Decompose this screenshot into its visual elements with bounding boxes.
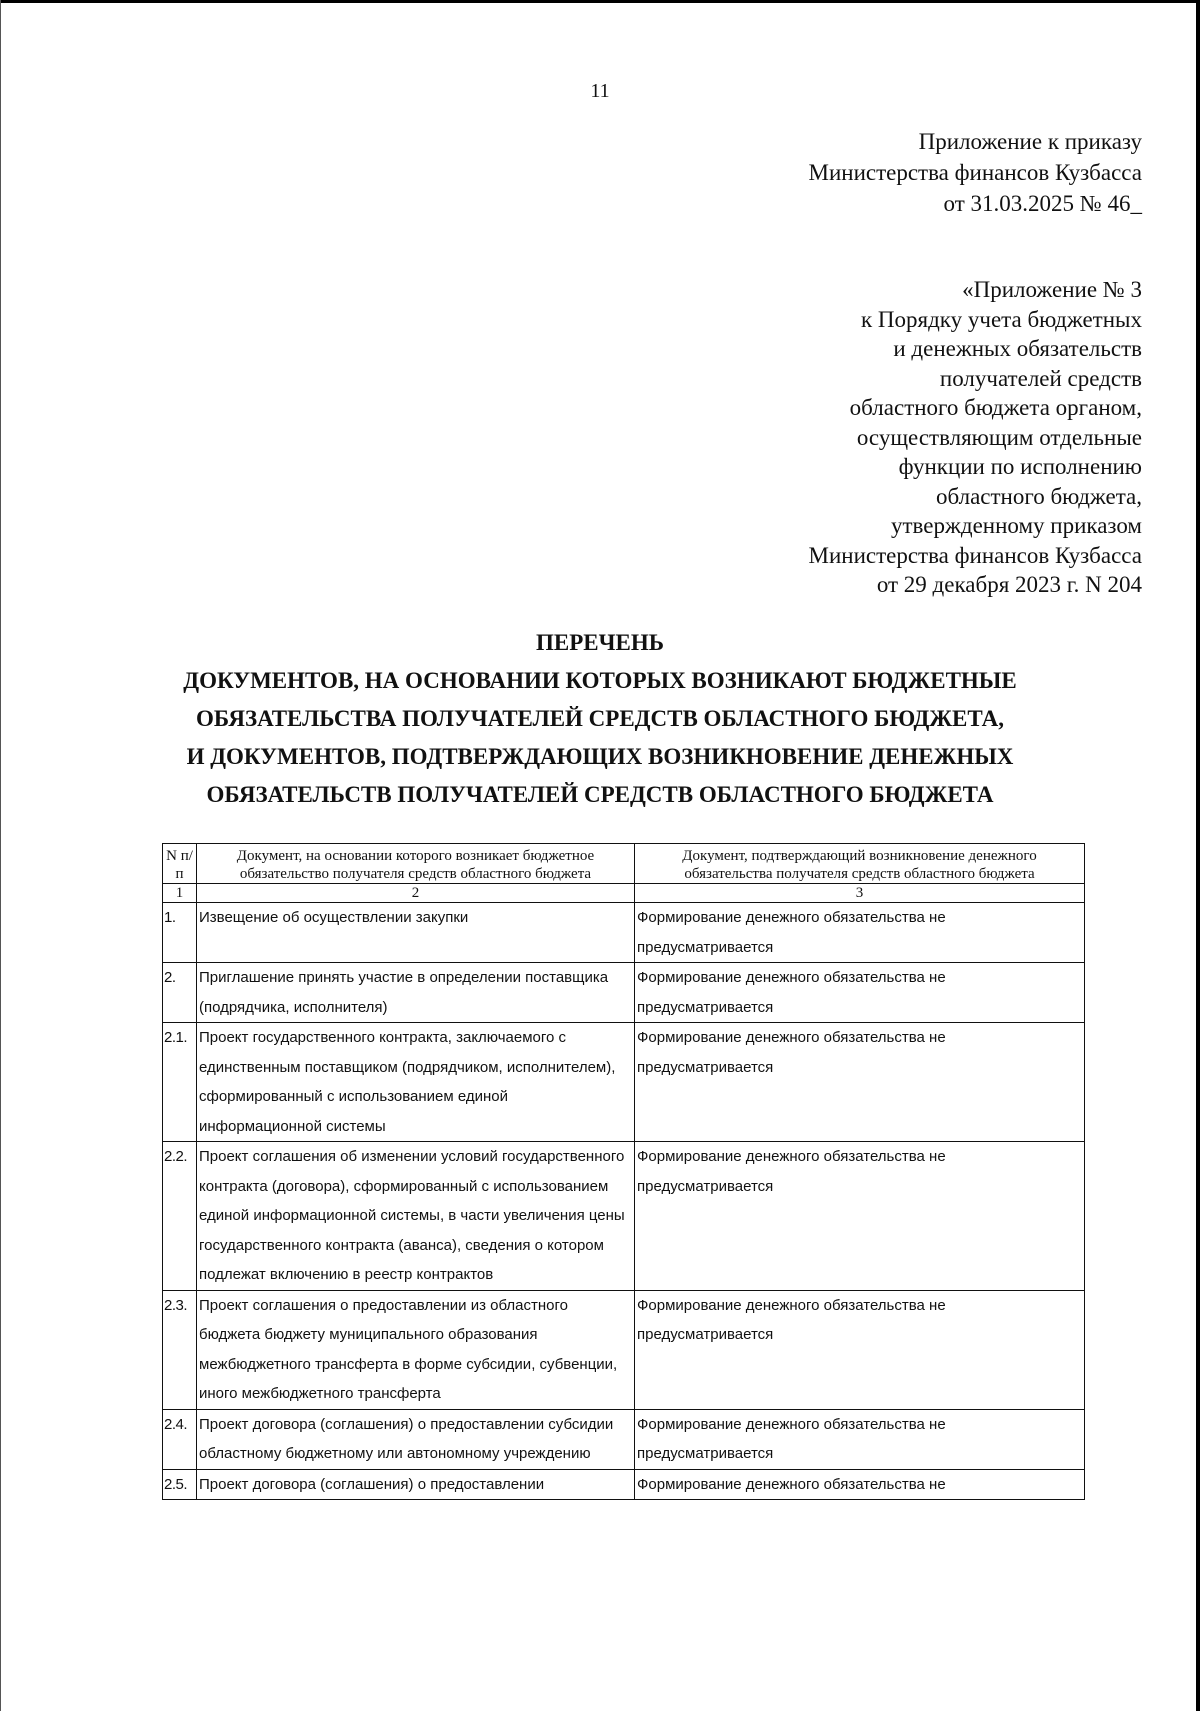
appendix-line: «Приложение № 3 <box>962 277 1142 302</box>
table-row <box>163 1290 1085 1409</box>
row-number: 2.3. <box>163 1290 197 1409</box>
appendix-line: и денежных обязательств <box>893 336 1142 361</box>
appendix-line: от 29 декабря 2023 г. N 204 <box>876 572 1142 597</box>
title-line: И ДОКУМЕНТОВ, ПОДТВЕРЖДАЮЩИХ ВОЗНИКНОВЕНИЕ ДЕНЕЖНЫХ <box>186 744 1014 769</box>
title-line: ПЕРЕЧЕНЬ <box>536 630 664 655</box>
row-number: 1. <box>163 903 197 963</box>
title-line: ОБЯЗАТЕЛЬСТВА ПОЛУЧАТЕЛЕЙ СРЕДСТВ ОБЛАСТНОГО БЮДЖЕТА, <box>196 706 1004 731</box>
table-row <box>163 1409 1085 1469</box>
title-line: ДОКУМЕНТОВ, НА ОСНОВАНИИ КОТОРЫХ ВОЗНИКАЮТ БЮДЖЕТНЫЕ <box>183 668 1017 693</box>
documents-table <box>162 843 1085 1500</box>
appendix-line: Министерства финансов Кузбасса <box>808 542 1142 568</box>
title-line: ОБЯЗАТЕЛЬСТВ ПОЛУЧАТЕЛЕЙ СРЕДСТВ ОБЛАСТНОГО БЮДЖЕТА <box>206 782 994 807</box>
row-confirm-document: Формирование денежного обязательства не предусматривается <box>635 903 1085 963</box>
column-number: 1 <box>163 884 197 903</box>
table-header-row <box>163 844 1085 884</box>
table-row <box>163 903 1085 963</box>
row-number: 2.5. <box>163 1469 197 1500</box>
row-basis-document: Приглашение принять участие в определении поставщика (подрядчика, исполнителя) <box>197 963 635 1023</box>
page-number: 11 <box>590 80 610 102</box>
row-basis-document: Проект договора (соглашения) о предоставлении субсидии областному бюджетному или автономному учреждению <box>197 1409 635 1469</box>
row-number: 2.2. <box>163 1142 197 1291</box>
row-basis-document: Извещение об осуществлении закупки <box>197 903 635 963</box>
row-number: 2.1. <box>163 1023 197 1142</box>
row-confirm-document: Формирование денежного обязательства не предусматривается <box>635 1023 1085 1142</box>
approval-line: Приложение к приказу <box>918 129 1142 154</box>
row-confirm-document: Формирование денежного обязательства не предусматривается <box>635 963 1085 1023</box>
scan-border-top <box>0 0 1200 3</box>
row-number: 2.4. <box>163 1409 197 1469</box>
header-num: N п/п <box>163 844 197 884</box>
header-basis-document: Документ, на основании которого возникает бюджетное обязательство получателя средств областного бюджета <box>197 844 635 884</box>
approval-line: Министерства финансов Кузбасса <box>808 160 1142 185</box>
row-confirm-document: Формирование денежного обязательства не предусматривается <box>635 1142 1085 1291</box>
appendix-line: к Порядку учета бюджетных <box>860 306 1142 332</box>
appendix-line: утвержденному приказом <box>891 513 1142 538</box>
appendix-line: областного бюджета, <box>935 483 1142 509</box>
appendix-line: функции по исполнению <box>898 454 1142 479</box>
appendix-line: осуществляющим отдельные <box>856 424 1142 450</box>
table-row <box>163 963 1085 1023</box>
document-title <box>0 624 1200 814</box>
row-basis-document: Проект государственного контракта, заключаемого с единственным поставщиком (подрядчиком, исполнителем), сформированный с использованием единой информационной системы <box>197 1023 635 1142</box>
appendix-line: областного бюджета органом, <box>849 395 1142 420</box>
column-number: 2 <box>197 884 635 903</box>
row-basis-document: Проект соглашения об изменении условий государственного контракта (договора), сформированный с использованием единой информационной системы, в части увеличения цены государственного контракта (аванса), сведения о котором подлежат включению в реестр контрактов <box>197 1142 635 1291</box>
row-number: 2. <box>163 963 197 1023</box>
row-confirm-document: Формирование денежного обязательства не предусматривается <box>635 1409 1085 1469</box>
row-basis-document: Проект договора (соглашения) о предоставлении <box>197 1469 635 1500</box>
scan-border-right <box>1196 0 1200 1711</box>
appendix-block <box>809 275 1143 600</box>
scan-border-left <box>0 0 1 1711</box>
column-numbers-row <box>163 884 1085 903</box>
row-basis-document: Проект соглашения о предоставлении из областного бюджета бюджету муниципального образования межбюджетного трансферта в форме субсидии, субвенции, иного межбюджетного трансферта <box>197 1290 635 1409</box>
approval-line: от 31.03.2025 № 46_ <box>943 191 1142 216</box>
table-row <box>163 1142 1085 1291</box>
approval-block <box>809 126 1143 219</box>
row-confirm-document: Формирование денежного обязательства не <box>635 1469 1085 1500</box>
row-confirm-document: Формирование денежного обязательства не предусматривается <box>635 1290 1085 1409</box>
header-confirm-document: Документ, подтверждающий возникновение денежного обязательства получателя средств областного бюджета <box>635 844 1085 884</box>
table-row <box>163 1023 1085 1142</box>
column-number: 3 <box>635 884 1085 903</box>
appendix-line: получателей средств <box>939 365 1142 391</box>
table-row <box>163 1469 1085 1500</box>
